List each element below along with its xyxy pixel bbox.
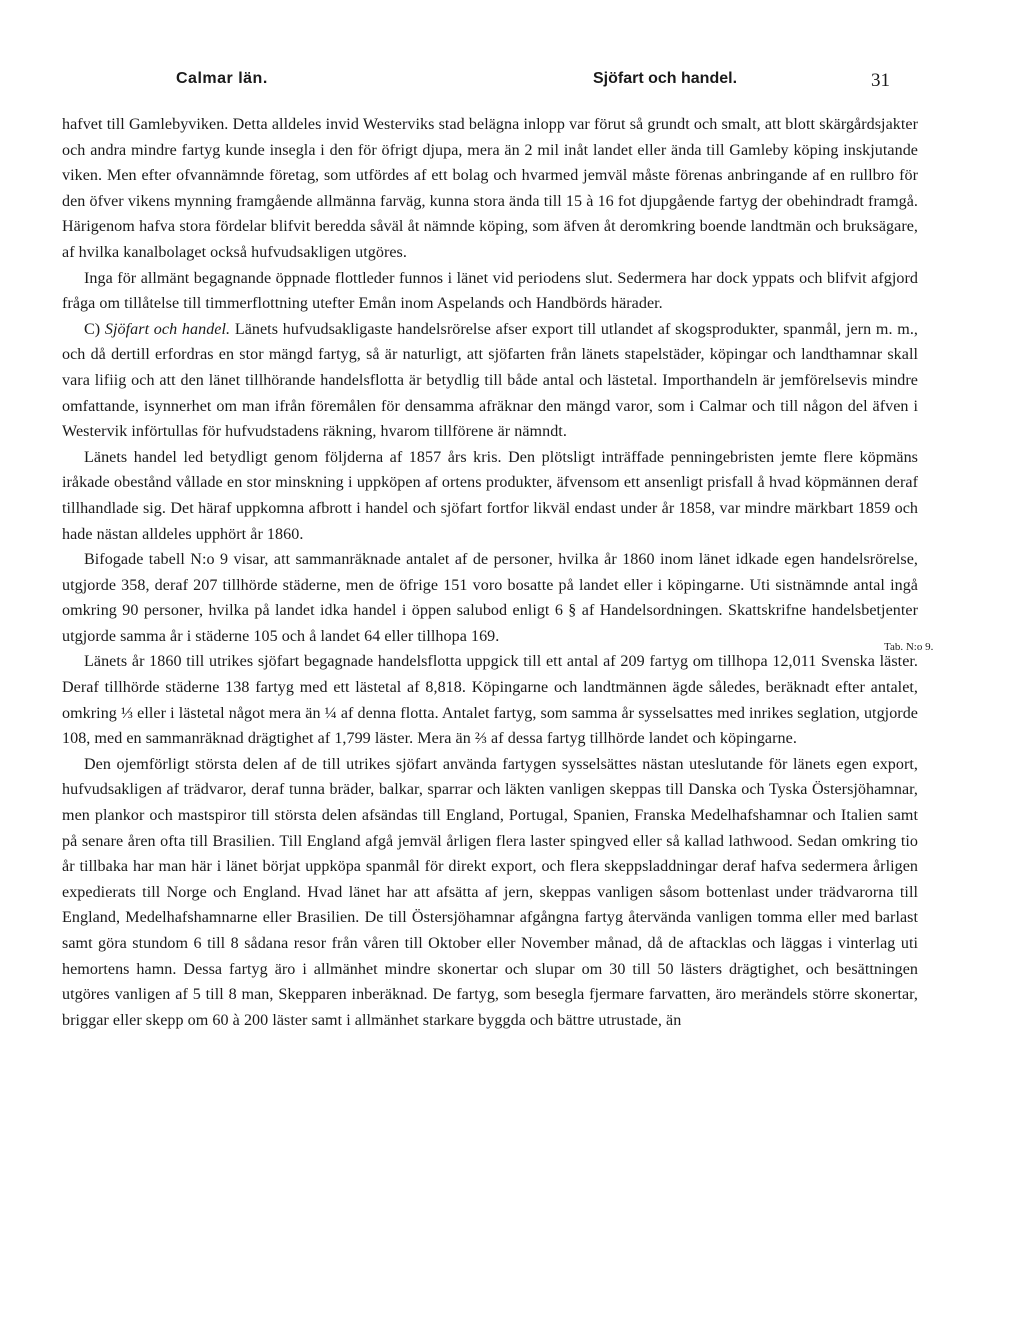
paragraph-4: Länets handel led betydligt genom följderna af 1857 års kris. Den plötsligt inträffade penningebristen jemte flere köpmäns iråkade obestånd vållade en stor minskning i uppköpen af ortens produkter, äfvensom ett ansenligt prisfall å hvad köpmännen deraf tillhandlade sig. Det häraf uppkomna afbrott i handel och sjöfart fortfor likväl endast under år 1858, var mindre märkbart 1859 och hade nästan alldeles upphört år 1860. [62,448,918,543]
section-label: C) [84,320,101,338]
body-text [62,112,918,1033]
header-county: Calmar län. [176,70,268,87]
page-number: 31 [871,70,890,91]
section-title: Sjöfart och handel. [104,320,231,338]
margin-note-table-ref: Tab. N:o 9. [884,641,934,653]
paragraph-2: Inga för allmänt begagnande öppnade flottleder funnos i länet vid periodens slut. Sedermera har dock yppats och blifvit afgjord fråga om tillåtelse till timmerflottning utefter Emån inom Aspelands och Handbörds härader. [62,269,918,313]
running-header [0,70,1024,96]
paragraph-6: Länets år 1860 till utrikes sjöfart begagnade handelsflotta uppgick till ett antal af 209 fartyg om tillhopa 12,011 Svenska läster. Deraf tillhörde städerne 138 fartyg med ett lästetal af 8,818. Köpingarne och landtmännen ägde således, beräknadt efter antalet, omkring ⅓ eller i lästetal något mera än ¼ af denna flotta. Antalet fartyg, som samma år sysselsattes med inrikes seglation, utgjorde 108, med en sammanräknad drägtighet af 1,799 läster. Mera än ⅔ af dessa fartyg tillhörde landet och köpingarne. [62,653,918,748]
paragraph-3-text: Länets hufvudsakligaste handelsrörelse afser export till utlandet af skogsprodukter, spanmål, jern m. m., och då dertill erfordras en stor mängd fartyg, så är naturligt, att sjöfarten från länets stapelstäder, köpingar och landthamnar skall vara lifiig och att den länet tillhörande handelsflotta är betydlig till både antal och lästetal. Importhandeln är jemförelsevis mindre omfattande, isynnerhet om man ifrån föremålen för densamma afräknar den mängd varor, som i Calmar och till någon del äfven i Westervik införtullas för hufvudstadens räkning, hvarom tillförene är nämndt. [62,320,918,441]
paragraph-5: Bifogade tabell N:o 9 visar, att sammanräknade antalet af de personer, hvilka år 1860 inom länet idkade egen handelsrörelse, utgjorde 358, deraf 207 tillhörde städerne, men de öfrige 151 voro bosatte på landet eller i köpingarne. Uti sistnämnde antal ingå omkring 90 personer, hvilka på landet idka handel i öppen salubod enligt 6 § af Handelsordningen. Skattskrifne handelsbetjenter utgjorde samma år i städerne 105 och å landet 64 eller tillhopa 169. [62,551,918,645]
paragraph-3 [62,317,918,445]
header-section: Sjöfart och handel. [593,70,738,87]
paragraph-7: Den ojemförligt största delen af de till utrikes sjöfart använda fartygen sysselsättes nästan uteslutande för länets egen export, hufvudsakligen af trädvaror, deraf tunna bräder, balkar, sparrar och läkten vanligen skeppas till Danska och Tyska Östersjöhamnar, men plankor och mastspiror till största delen afsändas till England, Portugal, Spanien, Franska Medelhafshamnar och Italien samt på senare åren ofta till Brasilien. Till England afgå jemväl årligen flera laster spingved eller så kallad lathwood. Sedan omkring tio år tillbaka har man här i länet börjat uppköpa spanmål för direkt export, och flera skeppsladdningar deraf hafva sedermera årligen expedierats till Norge och England. Hvad länet har att afsätta af jern, skeppas vanligen såsom bottenlast under trädvarorna till England, Medelhafshamnarne eller Brasilien. De till Östersjöhamnar afgångna fartyg återvända vanligen tomma eller med barlast samt göra stundom 6 till 8 sådana resor från våren till Oktober eller November månad, då de aftacklas och läggas i vinterlag uti hemortens hamn. Dessa fartyg äro i allmänhet mindre skonertar och slupar om 30 till 50 lästers drägtighet, och besättningen utgöres vanligen af 5 till 8 man, Skepparen inberäknad. De fartyg, som besegla fjermare farvatten, äro merändels större skonertar, briggar eller skepp om 60 à 200 läster samt i allmänhet starkare byggda och bättre utrustade, än [62,755,918,1029]
paragraph-1: hafvet till Gamlebyviken. Detta alldeles invid Westerviks stad belägna inlopp var förut så grundt och smalt, att blott skärgårdsjakter och andra mindre fartyg kunde insegla i den för öfrigt djupa, mera än 2 mil inåt landet eller ända till Gamleby köping inskjutande viken. Men efter ofvannämnde företag, som utfördes af ett bolag och hvarmed jemväl måste förenas anbringande af en rullbro för den öfver vikens mynning framgående allmänna farväg, kunna stora ända till 15 à 16 fot djupgående fartyg der obehindradt framgå. Härigenom hafva stora fördelar blifvit beredda såväl åt nämnde köping, som äfven åt deromkring boende landtmän och bruksägare, af hvilka kanalbolaget också hufvudsakligen utgöres. [62,116,918,261]
